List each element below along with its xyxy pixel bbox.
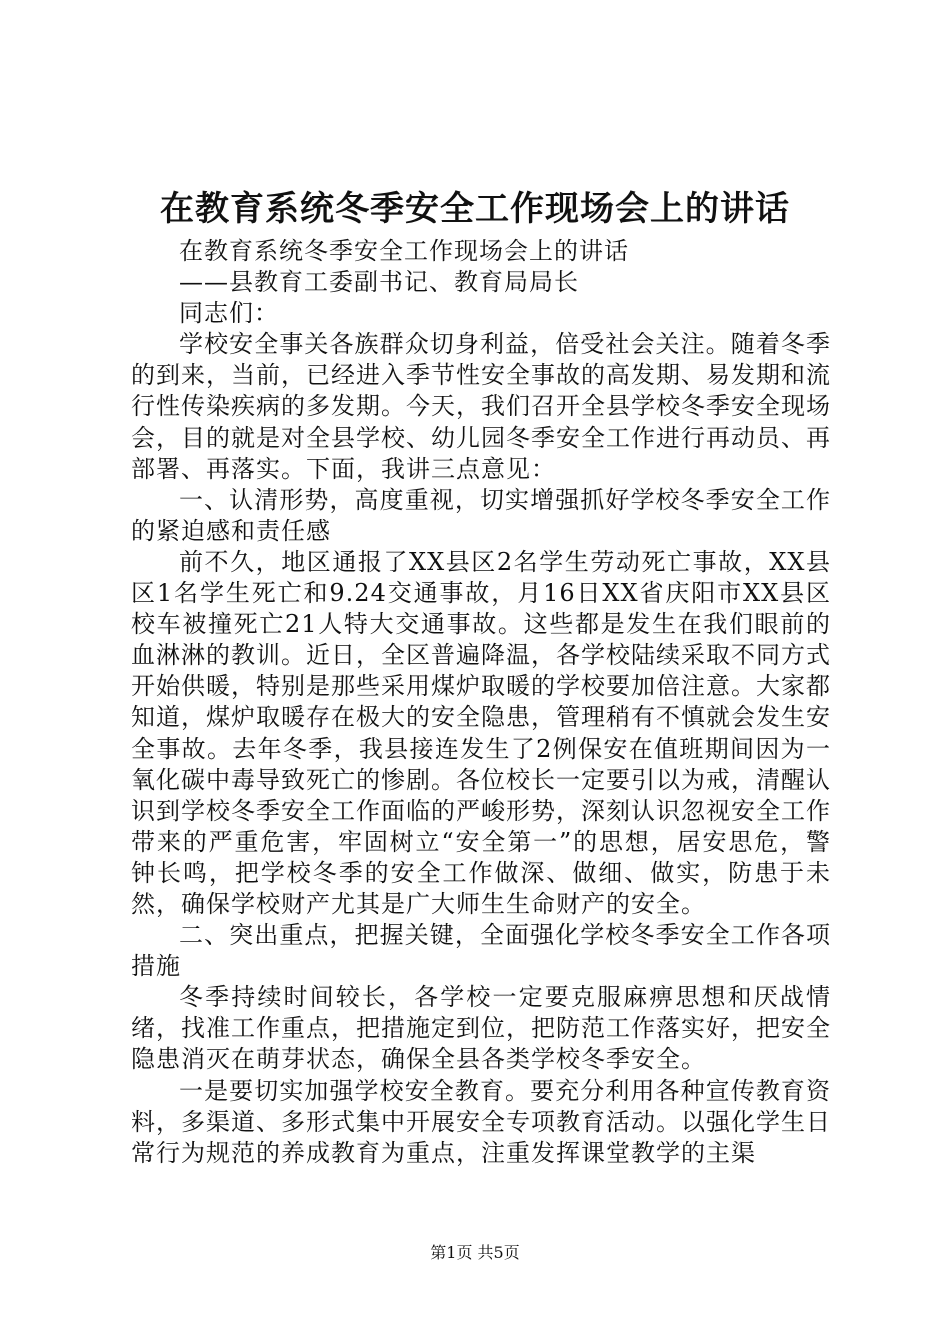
paragraph-education: 一是要切实加强学校安全教育。要充分利用各种宣传教育资料，多渠道、多形式集中开展安全专项教育活动。以强化学生日常行为规范的养成教育为重点，注重发挥课堂教学的主渠 <box>131 1076 831 1167</box>
paragraph-intro: 学校安全事关各族群众切身利益，倍受社会关注。随着冬季的到来，当前，已经进入季节性安全事故的高发期、易发期和流行性传染疾病的多发期。今天，我们召开全县学校冬季安全现场会，目的就是对全县学校、幼儿园冬季安全工作进行再动员、再部署、再落实。下面，我讲三点意见： <box>131 330 831 483</box>
salutation: 同志们： <box>179 299 279 328</box>
section-heading-1: 一、认清形势，高度重视，切实增强抓好学校冬季安全工作的紧迫感和责任感 <box>131 485 831 545</box>
page-footer: 第1页 共5页 <box>430 1243 520 1262</box>
document-body <box>131 236 831 1169</box>
paragraph-situation: 前不久，地区通报了XX县区2名学生劳动死亡事故，XX县区1名学生死亡和9.24交通事故，月16日XX省庆阳市XX县区校车被撞死亡21人特大交通事故。这些都是发生在我们眼前的血淋淋的教训。近日，全区普遍降温，各学校陆续采取不同方式开始供暖，特别是那些采用煤炉取暖的学校要加倍注意。大家都知道，煤炉取暖存在极大的安全隐患，管理稍有不慎就会发生安全事故。去年冬季，我县接连发生了2例保安在值班期间因为一氧化碳中毒导致死亡的惨剧。各位校长一定要引以为戒，清醒认识到学校冬季安全工作面临的严峻形势，深刻认识忽视安全工作带来的严重危害，牢固树立“安全第一”的思想，居安思危，警钟长鸣，把学校冬季的安全工作做深、做细、做实，防患于未然，确保学校财产尤其是广大师生生命财产的安全。 <box>131 547 831 918</box>
document-title: 在教育系统冬季安全工作现场会上的讲话 <box>160 189 790 229</box>
paragraph-measures: 冬季持续时间较长，各学校一定要克服麻痹思想和厌战情绪，找准工作重点，把措施定到位，把防范工作落实好，把安全隐患消灭在萌芽状态，确保全县各类学校冬季安全。 <box>131 983 831 1074</box>
section-heading-2: 二、突出重点，把握关键，全面强化学校冬季安全工作各项措施 <box>131 921 831 981</box>
subtitle-line: 在教育系统冬季安全工作现场会上的讲话 <box>179 237 629 265</box>
speaker-line: ——县教育工委副书记、教育局局长 <box>179 268 579 297</box>
